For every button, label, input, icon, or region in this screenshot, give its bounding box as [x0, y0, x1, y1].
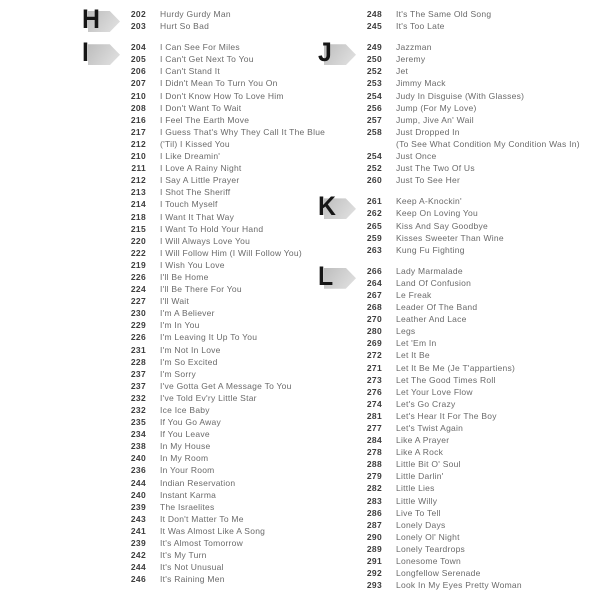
song-title: Just To See Her: [396, 175, 461, 186]
song-title: Kisses Sweeter Than Wine: [396, 232, 504, 243]
song-page-number: 254: [366, 90, 382, 101]
index-column-left: [82, 4, 328, 594]
song-entry: [122, 404, 328, 416]
song-entry: [358, 470, 592, 482]
song-page-number: 220: [130, 235, 146, 246]
song-title: Little Darlin': [396, 471, 444, 482]
song-entry: [358, 220, 592, 232]
song-entry: [358, 301, 592, 313]
song-entry: [358, 102, 592, 114]
song-entry: [358, 65, 592, 77]
song-entry: [122, 20, 328, 32]
song-entry: [122, 90, 328, 102]
song-title: Jet: [396, 66, 409, 77]
song-page-number: 241: [130, 525, 146, 536]
song-page-number: 237: [130, 380, 146, 391]
song-page-number: 232: [130, 405, 146, 415]
section-letter: H: [82, 4, 100, 34]
song-title: It's The Same Old Song: [396, 9, 492, 19]
song-page-number: 239: [130, 538, 146, 549]
song-title: I'm In You: [160, 320, 200, 331]
index-group-k: [318, 191, 592, 255]
song-title: Little Willy: [396, 495, 438, 506]
song-page-number: 290: [366, 531, 382, 542]
song-title: I Want It That Way: [160, 211, 235, 222]
song-entry: [122, 41, 328, 53]
song-title: I Want To Hold Your Hand: [160, 223, 264, 234]
song-page-number: 287: [366, 519, 382, 530]
song-page-number: 237: [130, 368, 146, 379]
song-title: Judy In Disguise (With Glasses): [396, 90, 525, 101]
song-entry: [122, 477, 328, 489]
song-page-number: 211: [131, 163, 146, 174]
song-title: Live To Tell: [396, 507, 441, 518]
index-group-continued: [318, 8, 592, 32]
song-title: In My House: [160, 441, 211, 452]
song-entry: [358, 150, 592, 162]
song-page-number: 268: [366, 302, 382, 313]
song-entry: [122, 223, 328, 235]
song-title: I Can't Get Next To You: [160, 54, 254, 65]
song-title: It's Almost Tomorrow: [160, 538, 243, 549]
song-title: It Don't Matter To Me: [160, 513, 244, 524]
song-entry: [358, 398, 592, 410]
song-page-number: 210: [130, 151, 146, 162]
song-entry: [122, 319, 328, 331]
song-entry: [358, 555, 592, 567]
song-page-number: 284: [366, 435, 382, 446]
song-page-number: 244: [130, 477, 146, 488]
song-title: I'll Be There For You: [160, 284, 242, 295]
song-title: Let It Be Me (Je T'appartiens): [396, 362, 516, 373]
song-title: I Guess That's Why They Call It The Blue: [160, 126, 326, 137]
song-entry: [358, 277, 592, 289]
song-title: Keep On Loving You: [396, 208, 479, 219]
song-entry: [122, 102, 328, 114]
section-letter: J: [318, 37, 332, 68]
song-title: It's My Turn: [160, 550, 207, 561]
song-page-number: 226: [130, 332, 146, 343]
song-entry: [358, 567, 592, 579]
song-page-number: 239: [130, 501, 146, 512]
section-badge-l: [318, 260, 356, 292]
song-entry: [122, 235, 328, 247]
song-page-number: 246: [130, 574, 146, 585]
song-entry: [358, 507, 592, 519]
song-title: I'll Be Home: [160, 271, 209, 282]
song-page-number: 257: [366, 114, 382, 125]
song-title: Just The Two Of Us: [396, 163, 475, 174]
song-page-number: 240: [130, 489, 146, 500]
song-entry: [122, 198, 328, 210]
song-page-number: 215: [130, 223, 146, 234]
song-page-number: 232: [130, 392, 146, 403]
song-entry: [122, 77, 328, 89]
song-entry: [122, 549, 328, 561]
song-entry: [122, 65, 328, 77]
song-page-number: 235: [130, 417, 146, 428]
song-page-number: 282: [366, 483, 382, 494]
song-page-number: 253: [366, 78, 382, 89]
song-entry: [122, 211, 328, 223]
song-page-number: 230: [130, 308, 146, 319]
song-entry: [358, 579, 592, 591]
song-title: I Don't Know How To Love Him: [160, 90, 284, 101]
section-badge-j: [318, 37, 356, 68]
song-entry: [122, 150, 328, 162]
song-entry: [122, 452, 328, 464]
song-title: Just Once: [396, 151, 437, 162]
song-entry: [122, 416, 328, 428]
song-page-number: 276: [366, 386, 382, 397]
song-entry: [122, 295, 328, 307]
song-page-number: 259: [366, 232, 382, 243]
song-page-number: 261: [366, 196, 382, 207]
song-entry: [122, 501, 328, 513]
song-title: Longfellow Serenade: [396, 568, 481, 579]
song-page-number: 277: [366, 423, 382, 433]
song-title: Lonely Ol' Night: [396, 531, 460, 542]
song-entry-continuation: [358, 138, 592, 150]
song-title: I'm A Believer: [160, 308, 215, 319]
song-title: In My Room: [160, 453, 209, 464]
song-page-number: 240: [130, 453, 146, 464]
song-entry: [122, 464, 328, 476]
song-entry: [122, 247, 328, 259]
song-entry: [358, 410, 592, 422]
song-title: I Wish You Love: [160, 259, 225, 270]
song-page-number: 216: [130, 114, 146, 125]
song-title: I Like Dreamin': [160, 151, 221, 162]
song-title: Land Of Confusion: [396, 277, 472, 288]
song-entry: [358, 362, 592, 374]
song-entry: [122, 114, 328, 126]
song-page-number: 280: [366, 326, 382, 337]
song-title: I Say A Little Prayer: [160, 175, 240, 186]
song-entry: [358, 458, 592, 470]
song-title: Ice Ice Baby: [160, 405, 210, 415]
song-page-number: 292: [366, 568, 382, 579]
song-entry: [358, 434, 592, 446]
song-page-number: 250: [366, 54, 382, 65]
index-group-l: [318, 260, 592, 592]
song-page-number: 227: [130, 296, 146, 307]
song-title: I've Gotta Get A Message To You: [160, 380, 292, 391]
song-page-number: 271: [366, 362, 382, 373]
song-entry: [358, 325, 592, 337]
song-title: Lonely Days: [396, 519, 446, 530]
song-page-number: 228: [130, 356, 146, 367]
section-badge-k: [318, 191, 356, 222]
song-title: I Love A Rainy Night: [160, 163, 242, 174]
song-entry: [358, 77, 592, 89]
song-title: If You Leave: [160, 429, 210, 440]
song-title: It's Raining Men: [160, 574, 225, 585]
song-page-number: 249: [366, 42, 382, 53]
song-title: Lady Marmalade: [396, 265, 463, 276]
song-page-number: 245: [366, 21, 382, 32]
song-page-number: 279: [366, 471, 382, 482]
song-entry: [122, 573, 328, 585]
song-page-number: 270: [366, 314, 382, 325]
song-title: Hurdy Gurdy Man: [160, 9, 231, 19]
song-title: Indian Reservation: [160, 477, 236, 488]
song-entry: [358, 349, 592, 361]
song-title: The Israelites: [160, 501, 215, 512]
song-entry: [358, 195, 592, 207]
section-letter: L: [318, 260, 334, 291]
song-title: Let 'Em In: [396, 338, 437, 349]
song-entry: [122, 525, 328, 537]
section-letter: K: [318, 191, 336, 222]
song-title: Look In My Eyes Pretty Woman: [396, 580, 522, 591]
song-title: Instant Karma: [160, 489, 217, 500]
song-entry: [122, 428, 328, 440]
song-page-number: 213: [130, 187, 146, 198]
song-page-number: 248: [366, 9, 382, 19]
song-title: Le Freak: [396, 289, 432, 300]
song-entry: [358, 244, 592, 256]
song-title: ('Til) I Kissed You: [160, 138, 230, 149]
song-title: I'm So Excited: [160, 356, 218, 367]
song-entry: [358, 174, 592, 186]
song-title: Let It Be: [396, 350, 430, 361]
song-page-number: 222: [130, 247, 146, 258]
song-entry: [358, 337, 592, 349]
song-title: Keep A-Knockin': [396, 196, 462, 207]
song-page-number: 208: [130, 102, 146, 113]
song-entry: [358, 519, 592, 531]
song-page-number: 293: [366, 580, 382, 591]
song-entry: [358, 232, 592, 244]
song-page-number: 229: [130, 320, 146, 331]
arrow-right-icon: [88, 44, 120, 65]
song-title: I'll Wait: [160, 296, 190, 307]
song-title: Leather And Lace: [396, 314, 467, 325]
song-title: Kung Fu Fighting: [396, 244, 465, 255]
song-page-number: 224: [130, 284, 146, 295]
song-entry: [122, 162, 328, 174]
song-page-number: 210: [130, 90, 146, 101]
song-page-number: 262: [366, 208, 382, 219]
song-title: Leader Of The Band: [396, 302, 478, 313]
song-title: Jump, Jive An' Wail: [396, 114, 474, 125]
song-page-number: 269: [366, 338, 382, 349]
song-page-number: 231: [130, 344, 146, 355]
song-entry: [122, 344, 328, 356]
song-title: I Didn't Mean To Turn You On: [160, 78, 278, 89]
song-page-number: 264: [366, 277, 382, 288]
song-entry: [358, 482, 592, 494]
song-entry: [122, 537, 328, 549]
song-title: Jump (For My Love): [396, 102, 477, 113]
song-entry: [122, 259, 328, 271]
song-page-number: 205: [130, 54, 146, 65]
song-title: Little Lies: [396, 483, 435, 494]
song-entry: [122, 513, 328, 525]
song-page-number: 288: [366, 459, 382, 470]
song-entry: [358, 126, 592, 138]
index-group-j: [318, 37, 592, 186]
song-entry: [122, 8, 328, 20]
song-title: It Was Almost Like A Song: [160, 525, 266, 536]
song-title: Let Your Love Flow: [396, 386, 473, 397]
song-entry: [358, 374, 592, 386]
song-title: Like A Prayer: [396, 435, 450, 446]
song-page-number: 202: [130, 9, 146, 19]
song-entry: [358, 265, 592, 277]
song-page-number: 214: [130, 199, 146, 210]
song-entry: [358, 8, 592, 20]
song-entry: [122, 331, 328, 343]
song-title: I Will Follow Him (I Will Follow You): [160, 247, 302, 258]
song-entry: [358, 20, 592, 32]
song-title: I Don't Want To Wait: [160, 102, 242, 113]
song-title: If You Go Away: [160, 417, 221, 428]
section-letter: I: [82, 37, 89, 68]
song-title: Kiss And Say Goodbye: [396, 220, 488, 231]
song-entry: [358, 543, 592, 555]
song-entry: [122, 138, 328, 150]
song-title: Just Dropped In: [396, 126, 460, 137]
song-title: I Touch Myself: [160, 199, 218, 210]
song-page-number: 260: [366, 175, 382, 186]
song-page-number: 286: [366, 507, 382, 518]
song-title: I've Told Ev'ry Little Star: [160, 392, 257, 403]
song-title: I'm Not In Love: [160, 344, 221, 355]
song-title: I'm Leaving It Up To You: [160, 332, 258, 343]
song-entry: [122, 356, 328, 368]
song-page-number: 234: [130, 429, 146, 440]
song-page-number: 258: [366, 126, 382, 137]
song-entry: [122, 186, 328, 198]
song-entry: [358, 114, 592, 126]
index-column-right: [318, 8, 592, 600]
song-page-number: 236: [130, 465, 146, 476]
song-title: Lonesome Town: [396, 556, 461, 567]
song-title: Lonely Teardrops: [396, 543, 466, 554]
song-title: Little Bit O' Soul: [396, 459, 461, 470]
song-title: Hurt So Bad: [160, 21, 210, 32]
song-title: I Feel The Earth Move: [160, 114, 250, 125]
song-page-number: 226: [130, 271, 146, 282]
song-page-number: 266: [366, 265, 382, 276]
song-entry: [358, 422, 592, 434]
song-page-number: 278: [366, 447, 382, 458]
section-badge-h: [82, 4, 120, 35]
song-entry: [122, 307, 328, 319]
song-title: Legs: [396, 326, 416, 337]
song-page-number: 281: [366, 410, 382, 421]
index-group-i: [82, 37, 328, 585]
song-entry: [358, 313, 592, 325]
song-entry: [358, 289, 592, 301]
song-title: I Can't Stand It: [160, 66, 220, 77]
song-entry: [358, 531, 592, 543]
song-entry: [122, 283, 328, 295]
section-badge-i: [82, 37, 120, 68]
song-page-number: 283: [366, 495, 382, 506]
song-page-number: 252: [366, 163, 382, 174]
song-title: Let's Twist Again: [396, 423, 464, 433]
song-entry: [122, 174, 328, 186]
song-page-number: 263: [366, 244, 382, 255]
song-entry: [358, 90, 592, 102]
song-page-number: 238: [130, 441, 146, 452]
song-title: Like A Rock: [396, 447, 444, 458]
song-page-number: 212: [130, 138, 146, 149]
song-page-number: 203: [130, 21, 146, 32]
song-page-number: 212: [130, 175, 146, 186]
song-entry: [122, 392, 328, 404]
song-title: It's Not Unusual: [160, 562, 224, 573]
song-title: I Can See For Miles: [160, 42, 240, 53]
song-page-number: 252: [366, 66, 382, 77]
song-entry: [122, 440, 328, 452]
song-entry: [122, 489, 328, 501]
song-entry: [358, 446, 592, 458]
song-entry: [122, 380, 328, 392]
song-page-number: 219: [130, 259, 146, 270]
song-title: Jazzman: [396, 42, 432, 53]
song-title: Let's Go Crazy: [396, 398, 456, 409]
song-title: Let's Hear It For The Boy: [396, 410, 497, 421]
song-title: I'm Sorry: [160, 368, 196, 379]
song-entry: [358, 386, 592, 398]
song-page-number: 204: [130, 42, 146, 53]
song-entry: [358, 41, 592, 53]
song-page-number: 254: [366, 151, 382, 162]
song-entry: [358, 53, 592, 65]
index-group-h: [82, 4, 328, 34]
song-title: Let The Good Times Roll: [396, 374, 496, 385]
song-entry: [358, 207, 592, 219]
song-entry: [122, 368, 328, 380]
song-page-number: 274: [366, 398, 382, 409]
song-page-number: 291: [366, 556, 382, 567]
song-entry: [122, 271, 328, 283]
song-page-number: 242: [130, 550, 146, 561]
song-title: Jimmy Mack: [396, 78, 446, 89]
song-page-number: 256: [366, 102, 382, 113]
song-entry: [122, 126, 328, 138]
song-page-number: 206: [130, 66, 146, 77]
song-title: Jeremy: [396, 54, 426, 65]
song-page-number: 207: [130, 78, 146, 89]
song-page-number: 243: [130, 513, 146, 524]
song-page-number: 217: [130, 126, 146, 137]
song-entry: [122, 561, 328, 573]
song-page-number: 218: [130, 211, 146, 222]
song-title: I Will Always Love You: [160, 235, 251, 246]
song-entry: [358, 162, 592, 174]
song-page-number: 267: [366, 289, 382, 300]
song-title-continuation: (To See What Condition My Condition Was In): [396, 138, 580, 149]
song-page-number: 272: [366, 350, 382, 361]
song-page-number: 273: [366, 374, 382, 385]
song-page-number: 265: [366, 220, 382, 231]
song-entry: [122, 53, 328, 65]
song-page-number: 289: [366, 543, 382, 554]
song-entry: [358, 495, 592, 507]
song-title: I Shot The Sheriff: [160, 187, 231, 198]
song-title: It's Too Late: [396, 21, 445, 32]
song-title: In Your Room: [160, 465, 215, 476]
song-page-number: 244: [130, 562, 146, 573]
